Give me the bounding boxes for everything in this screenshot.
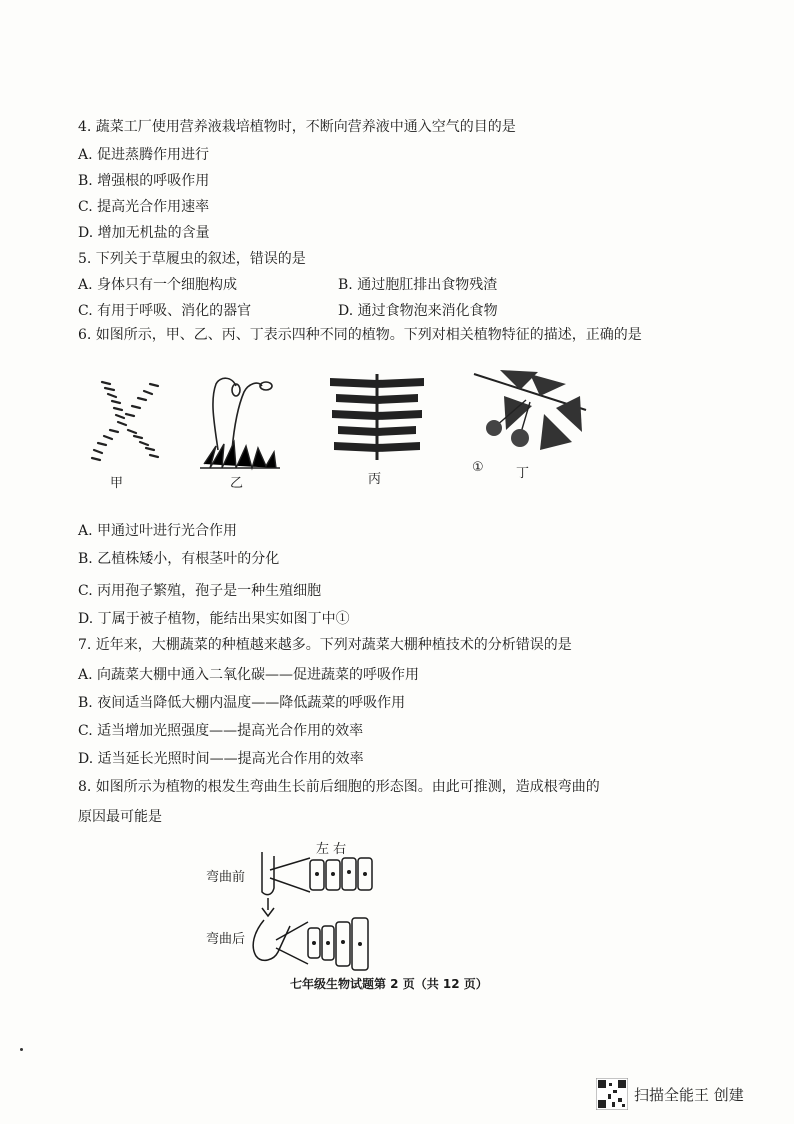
q5-stem: 5. 下列关于草履虫的叙述，错误的是 — [78, 251, 306, 267]
label-after: 弯曲后 — [206, 932, 246, 947]
q7-option-a: A. 向蔬菜大棚中通入二氧化碳——促进蔬菜的呼吸作用 — [78, 667, 420, 683]
q4-option-b: B. 增强根的呼吸作用 — [78, 173, 210, 189]
algae-figure — [88, 378, 170, 468]
q7-option-d: D. 适当延长光照时间——提高光合作用的效率 — [78, 751, 364, 767]
q7-stem: 7. 近年来，大棚蔬菜的种植越来越多。下列对蔬菜大棚种植技术的分析错误的是 — [78, 637, 572, 653]
q6-stem: 6. 如图所示，甲、乙、丙、丁表示四种不同的植物。下列对相关植物特征的描述，正确的是 — [78, 327, 642, 343]
ginkgo-figure — [470, 366, 590, 462]
label-yi: 乙 — [230, 476, 244, 491]
q5-option-d: D. 通过食物泡来消化食物 — [338, 303, 498, 319]
q7-option-c: C. 适当增加光照强度——提高光合作用的效率 — [78, 723, 364, 739]
label-before: 弯曲前 — [206, 870, 246, 885]
watermark-text: 扫描全能王 创建 — [634, 1085, 744, 1104]
q5-option-a: A. 身体只有一个细胞构成 — [78, 277, 238, 293]
q6-option-b: B. 乙植株矮小，有根茎叶的分化 — [78, 551, 280, 567]
q7-option-b: B. 夜间适当降低大棚内温度——降低蔬菜的呼吸作用 — [78, 695, 406, 711]
moss-figure — [196, 372, 286, 472]
q6-option-a: A. 甲通过叶进行光合作用 — [78, 523, 238, 539]
label-ding: 丁 — [516, 466, 530, 481]
label-jia: 甲 — [110, 476, 124, 491]
q4-option-d: D. 增加无机盐的含量 — [78, 225, 210, 241]
q4-option-c: C. 提高光合作用速率 — [78, 199, 210, 215]
page-footer: 七年级生物试题第 2 页（共 12 页） — [290, 977, 488, 991]
q8-stem-line2: 原因最可能是 — [78, 809, 162, 825]
scanner-watermark — [596, 1078, 744, 1110]
q4-option-a: A. 促进蒸腾作用进行 — [78, 147, 210, 163]
label-circle-1: ① — [472, 460, 484, 475]
root-bending-diagram — [246, 848, 376, 972]
fern-figure — [330, 374, 424, 460]
q5-option-b: B. 通过胞肛排出食物残渣 — [338, 277, 498, 293]
q6-option-d: D. 丁属于被子植物，能结出果实如图丁中① — [78, 611, 350, 627]
qr-code-icon — [596, 1078, 628, 1110]
q6-option-c: C. 丙用孢子繁殖，孢子是一种生殖细胞 — [78, 583, 322, 599]
q8-stem-line1: 8. 如图所示为植物的根发生弯曲生长前后细胞的形态图。由此可推测，造成根弯曲的 — [78, 779, 600, 795]
label-left-right: 左 右 — [316, 842, 347, 857]
label-bing: 丙 — [368, 472, 382, 487]
scan-speck — [20, 1048, 23, 1051]
q4-stem: 4. 蔬菜工厂使用营养液栽培植物时，不断向营养液中通入空气的目的是 — [78, 119, 516, 135]
q5-option-c: C. 有用于呼吸、消化的器官 — [78, 303, 252, 319]
